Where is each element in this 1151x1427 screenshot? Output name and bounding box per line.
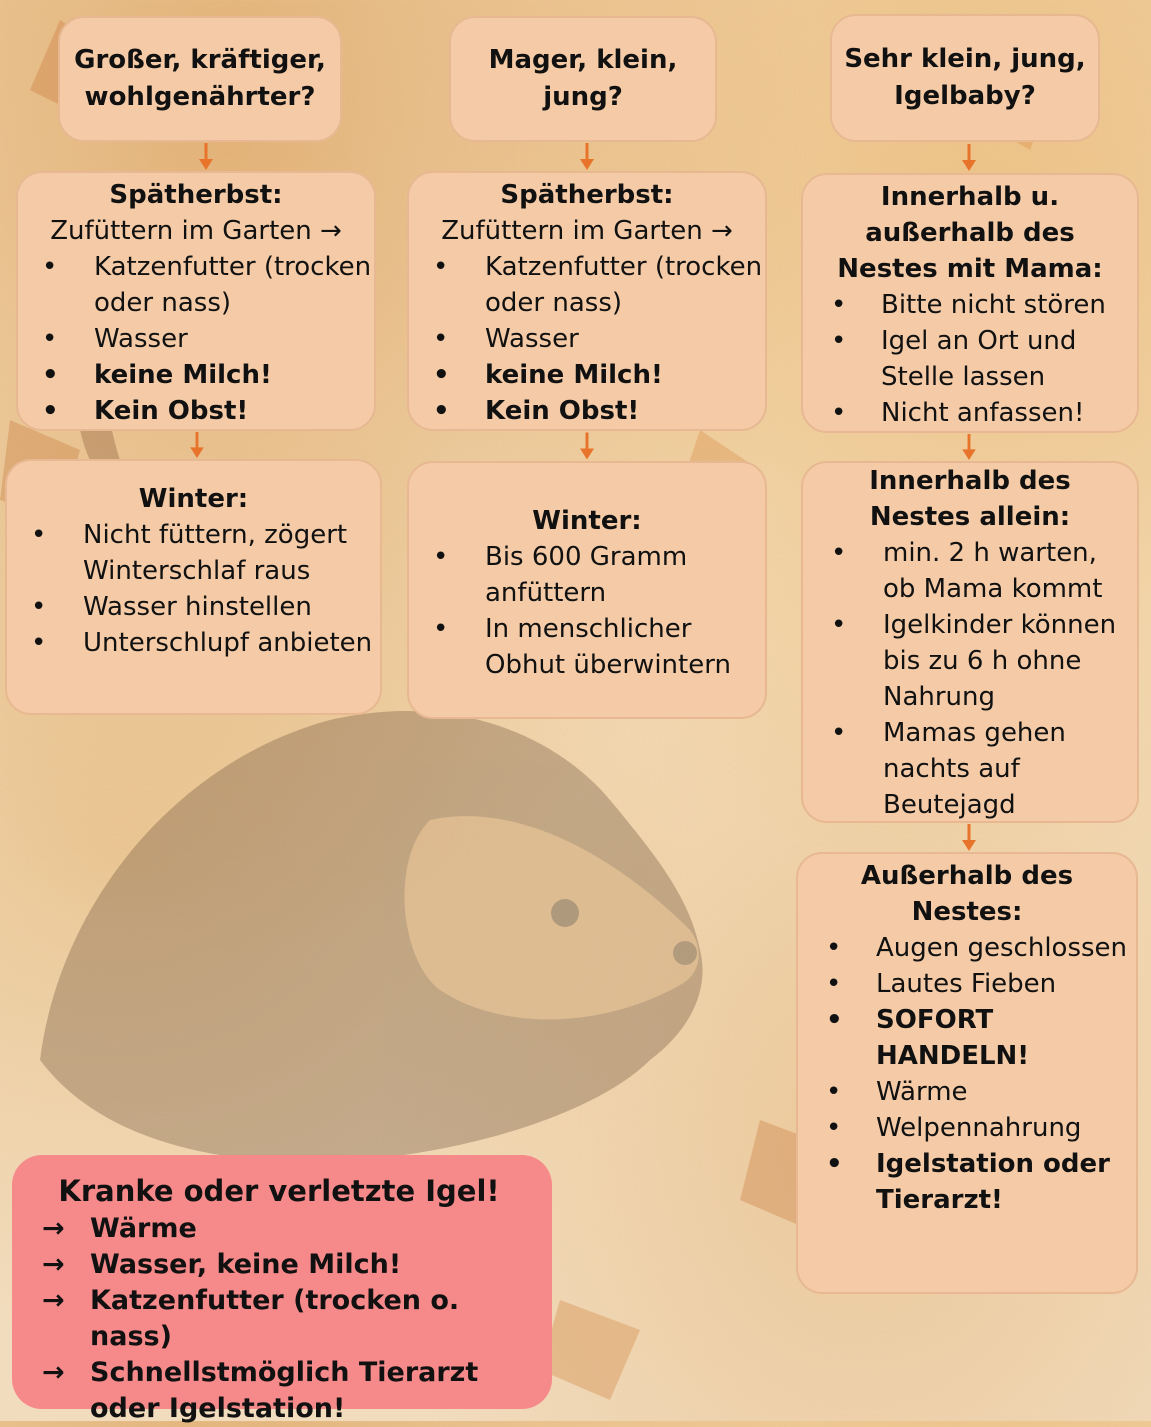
outside-nest-box (796, 852, 1138, 1294)
list-item (36, 1211, 542, 1247)
list-item-text: Schnellstmöglich Tierarzt oder Igelstation! (90, 1357, 479, 1424)
list-item: • Wasser (18, 321, 374, 357)
list-item-text: Wärme (90, 1213, 197, 1244)
question-box-thin-hedgehog (449, 16, 717, 142)
box-title: Winter: (532, 506, 642, 536)
list-item: • SOFORT HANDELN! (798, 1002, 1136, 1074)
list-item: • Mamas gehen nachts auf Beutejagd (803, 715, 1137, 823)
box-title: Spätherbst: (500, 180, 674, 210)
down-arrow-icon (579, 143, 595, 171)
sick-injured-hedgehog-box (12, 1155, 552, 1424)
list-item: • Igelkinder können bis zu 6 h ohne Nahrung (803, 607, 1137, 715)
list-item: • min. 2 h warten, ob Mama kommt (803, 535, 1137, 607)
list-item: • Unterschlupf anbieten (7, 625, 380, 661)
down-arrow-icon (961, 143, 977, 173)
list-item: • Lautes Fieben (798, 966, 1136, 1002)
list-item: • Welpennahrung (798, 1110, 1136, 1146)
box-title: Spätherbst: (109, 180, 283, 210)
box-title: Innerhalb u. außerhalb des Nestes mit Mama: (837, 182, 1103, 284)
list-item: • Bis 600 Gramm anfüttern (409, 539, 765, 611)
nest-alone-box (801, 461, 1139, 823)
down-arrow-icon (579, 432, 595, 461)
list-item: • keine Milch! (409, 357, 765, 393)
box-title: Winter: (138, 484, 249, 514)
question-box-large-hedgehog (58, 16, 342, 142)
down-arrow-icon (198, 143, 214, 171)
list-item: • Wasser hinstellen (7, 589, 380, 625)
list-item: • Katzenfutter (trocken oder nass) (409, 249, 765, 321)
list-item: • Kein Obst! (18, 393, 374, 429)
box-title: Innerhalb des Nestes allein: (869, 466, 1071, 532)
nest-with-mama-box (801, 173, 1139, 433)
list-item: • Nicht anfassen! (803, 395, 1137, 431)
list-item: • Nicht füttern, zögert Winterschlaf raus (7, 517, 380, 589)
list-item: • Wasser (409, 321, 765, 357)
question-text: Großer, kräftiger, wohlgenährter? (74, 45, 326, 112)
down-arrow-icon (961, 824, 977, 852)
down-arrow-icon (189, 432, 205, 459)
winter-box-thin-hedgehog (407, 461, 767, 719)
list-item: • keine Milch! (18, 357, 374, 393)
list-item: • Kein Obst! (409, 393, 765, 429)
list-item: • Wärme (798, 1074, 1136, 1110)
list-item (36, 1283, 542, 1355)
list-item: • Bitte nicht stören (803, 287, 1137, 323)
list-item (36, 1355, 542, 1427)
list-item: • In menschlicher Obhut überwintern (409, 611, 765, 683)
question-text: Sehr klein, jung, Igelbaby? (844, 44, 1086, 111)
right-arrow-icon: → (42, 1285, 65, 1316)
autumn-box-large-hedgehog (16, 171, 376, 431)
down-arrow-icon (961, 434, 977, 461)
list-item: • Augen geschlossen (798, 930, 1136, 966)
box-subtitle: Zufüttern im Garten → (441, 216, 733, 246)
box-subtitle: Zufüttern im Garten → (50, 216, 342, 246)
winter-box-large-hedgehog (5, 459, 382, 715)
list-item-text: Katzenfutter (trocken o. nass) (90, 1285, 460, 1352)
autumn-box-thin-hedgehog (407, 171, 767, 431)
right-arrow-icon: → (42, 1357, 65, 1388)
question-box-baby-hedgehog (830, 14, 1100, 142)
list-item: • Igelstation oder Tierarzt! (798, 1146, 1136, 1218)
list-item-text: Wasser, keine Milch! (90, 1249, 402, 1280)
right-arrow-icon: → (42, 1213, 65, 1244)
question-text: Mager, klein, jung? (488, 45, 678, 112)
list-item (36, 1247, 542, 1283)
box-title: Außerhalb des Nestes: (860, 861, 1074, 927)
list-item: • Igel an Ort und Stelle lassen (803, 323, 1137, 395)
box-title: Kranke oder verletzte Igel! (58, 1174, 500, 1208)
list-item: • Katzenfutter (trocken oder nass) (18, 249, 374, 321)
right-arrow-icon: → (42, 1249, 65, 1280)
